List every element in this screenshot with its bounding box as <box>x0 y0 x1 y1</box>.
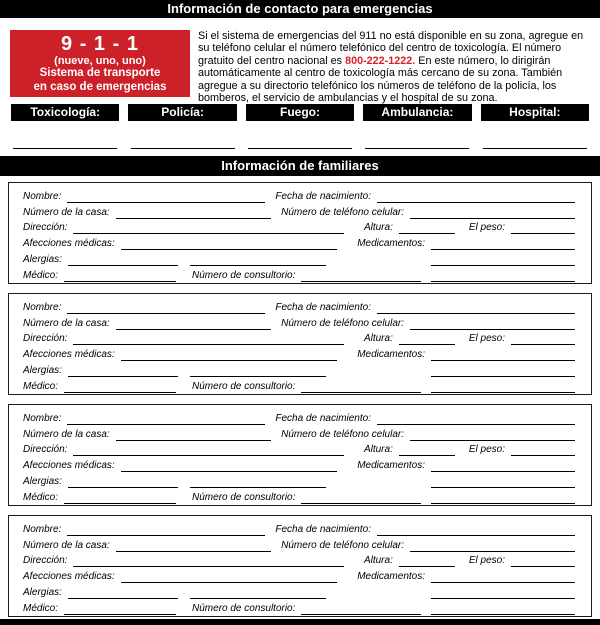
write-line-peso <box>511 444 575 456</box>
nine-one-one-words: (nueve, uno, uno) <box>54 55 146 67</box>
member-row-doctor <box>23 488 575 504</box>
member-row-name-dob <box>23 409 575 425</box>
field-label-numero-casa: Número de la casa: <box>23 539 110 551</box>
write-line-alergias-2 <box>190 254 326 266</box>
family-member-card <box>8 182 592 284</box>
field-label-peso: El peso: <box>468 333 505 345</box>
contact-cell-ambulancia <box>363 104 471 149</box>
field-label-afecciones: Afecciones médicas: <box>23 571 115 583</box>
field-label-medico: Médico: <box>23 602 59 614</box>
write-line-numero-casa <box>116 318 271 330</box>
field-label-medico: Médico: <box>23 380 59 392</box>
field-label-alergias: Alergias: <box>23 364 62 376</box>
member-row-address-height-weight <box>23 441 575 457</box>
write-line-nombre <box>67 413 265 425</box>
field-label-medico: Médico: <box>23 491 59 503</box>
write-line-telefono-celular <box>410 207 575 219</box>
contact-write-line-policia <box>131 148 235 149</box>
poison-center-phone-number: 800-222-1222. <box>345 54 416 67</box>
contact-label-policia: Policía: <box>128 104 236 121</box>
write-line-direccion <box>73 555 343 567</box>
field-label-altura: Altura: <box>363 333 393 345</box>
member-row-conditions-medications <box>23 456 575 472</box>
field-label-medico: Médico: <box>23 269 59 281</box>
member-row-allergies <box>23 472 575 488</box>
field-label-direccion: Dirección: <box>23 555 68 567</box>
write-line-peso <box>511 333 575 345</box>
write-line-afecciones <box>121 460 337 472</box>
field-label-direccion: Dirección: <box>23 222 68 234</box>
write-line-altura <box>399 555 455 567</box>
emergency-intro-section <box>0 30 600 104</box>
write-line-fecha-nacimiento <box>377 413 575 425</box>
field-label-telefono-celular: Número de teléfono celular: <box>281 428 404 440</box>
family-members-list <box>0 176 600 617</box>
field-label-direccion: Dirección: <box>23 444 68 456</box>
write-line-alergias-1 <box>68 365 178 377</box>
write-line-medicamentos <box>431 349 575 361</box>
emergency-instructions <box>198 30 590 104</box>
write-line-consultorio <box>301 492 421 504</box>
member-row-name-dob <box>23 298 575 314</box>
field-label-telefono-celular: Número de teléfono celular: <box>281 206 404 218</box>
member-row-allergies <box>23 250 575 266</box>
write-line-alergias-1 <box>68 587 178 599</box>
instructions-text-before: Si el sistema de emergencias del 911 no está disponible en su zona, agregue en su teléfono celular el número telefónico del centro de toxicología. El número gratuito del centro nacional es <box>198 30 584 67</box>
write-line-medicamentos <box>431 460 575 472</box>
write-line-alergias-1 <box>68 476 178 488</box>
field-label-nombre: Nombre: <box>23 190 62 202</box>
contact-cell-hospital <box>481 104 589 149</box>
write-line-medicamentos-cont-1 <box>431 476 575 488</box>
field-label-consultorio: Número de consultorio: <box>192 269 296 281</box>
write-line-consultorio <box>301 603 421 615</box>
transport-system-line1: Sistema de transporte <box>39 67 161 79</box>
write-line-afecciones <box>121 238 337 250</box>
write-line-afecciones <box>121 571 337 583</box>
field-label-nombre: Nombre: <box>23 412 62 424</box>
member-row-allergies <box>23 583 575 599</box>
member-row-phones <box>23 425 575 441</box>
write-line-fecha-nacimiento <box>377 191 575 203</box>
write-line-medicamentos-cont-2 <box>431 492 575 504</box>
field-label-peso: El peso: <box>468 555 505 567</box>
field-label-nombre: Nombre: <box>23 523 62 535</box>
contact-write-line-hospital <box>483 148 587 149</box>
member-row-address-height-weight <box>23 219 575 235</box>
write-line-medicamentos-cont-2 <box>431 381 575 393</box>
contact-write-line-toxicologia <box>13 148 117 149</box>
emergency-contacts-row <box>11 104 589 149</box>
write-line-nombre <box>67 524 265 536</box>
write-line-direccion <box>73 222 343 234</box>
field-label-altura: Altura: <box>363 222 393 234</box>
field-label-consultorio: Número de consultorio: <box>192 491 296 503</box>
write-line-direccion <box>73 444 343 456</box>
member-row-allergies <box>23 361 575 377</box>
contact-cell-policia <box>128 104 236 149</box>
write-line-consultorio <box>301 270 421 282</box>
field-label-consultorio: Número de consultorio: <box>192 602 296 614</box>
contact-cell-toxicologia <box>11 104 119 149</box>
write-line-alergias-1 <box>68 254 178 266</box>
field-label-numero-casa: Número de la casa: <box>23 206 110 218</box>
family-member-card <box>8 293 592 395</box>
field-label-peso: El peso: <box>468 222 505 234</box>
write-line-medico <box>64 270 176 282</box>
write-line-medico <box>64 603 176 615</box>
field-label-medicamentos: Medicamentos: <box>357 238 425 250</box>
field-label-afecciones: Afecciones médicas: <box>23 238 115 250</box>
nine-one-one-box <box>10 30 190 97</box>
field-label-numero-casa: Número de la casa: <box>23 317 110 329</box>
write-line-medicamentos-cont-2 <box>431 270 575 282</box>
transport-system-line2: en caso de emergencias <box>33 80 167 93</box>
write-line-consultorio <box>301 381 421 393</box>
field-label-fecha-nacimiento: Fecha de nacimiento: <box>275 190 371 202</box>
write-line-telefono-celular <box>410 429 575 441</box>
field-label-alergias: Alergias: <box>23 475 62 487</box>
field-label-medicamentos: Medicamentos: <box>357 349 425 361</box>
write-line-peso <box>511 555 575 567</box>
contact-label-fuego: Fuego: <box>246 104 354 121</box>
field-label-consultorio: Número de consultorio: <box>192 380 296 392</box>
section-header-family-title: Información de familiares <box>221 158 379 173</box>
field-label-afecciones: Afecciones médicas: <box>23 460 115 472</box>
write-line-altura <box>399 333 455 345</box>
field-label-medicamentos: Medicamentos: <box>357 460 425 472</box>
contact-write-line-fuego <box>248 148 352 149</box>
write-line-fecha-nacimiento <box>377 524 575 536</box>
member-row-conditions-medications <box>23 567 575 583</box>
member-row-name-dob <box>23 187 575 203</box>
field-label-fecha-nacimiento: Fecha de nacimiento: <box>275 412 371 424</box>
member-row-conditions-medications <box>23 234 575 250</box>
write-line-medicamentos-cont-2 <box>431 603 575 615</box>
field-label-telefono-celular: Número de teléfono celular: <box>281 539 404 551</box>
member-row-doctor <box>23 599 575 615</box>
field-label-telefono-celular: Número de teléfono celular: <box>281 317 404 329</box>
contact-label-ambulancia: Ambulancia: <box>363 104 471 121</box>
section-header-emergency <box>0 0 600 18</box>
field-label-direccion: Dirección: <box>23 333 68 345</box>
write-line-telefono-celular <box>410 318 575 330</box>
write-line-medicamentos <box>431 571 575 583</box>
field-label-medicamentos: Medicamentos: <box>357 571 425 583</box>
contact-label-hospital: Hospital: <box>481 104 589 121</box>
write-line-alergias-2 <box>190 365 326 377</box>
write-line-direccion <box>73 333 343 345</box>
footer-bar <box>0 619 600 625</box>
family-member-card <box>8 404 592 506</box>
member-row-address-height-weight <box>23 330 575 346</box>
member-row-phones <box>23 536 575 552</box>
field-label-nombre: Nombre: <box>23 301 62 313</box>
write-line-altura <box>399 444 455 456</box>
member-row-conditions-medications <box>23 345 575 361</box>
write-line-nombre <box>67 191 265 203</box>
field-label-numero-casa: Número de la casa: <box>23 428 110 440</box>
write-line-medicamentos <box>431 238 575 250</box>
write-line-altura <box>399 222 455 234</box>
member-row-doctor <box>23 266 575 282</box>
write-line-numero-casa <box>116 207 271 219</box>
write-line-medicamentos-cont-1 <box>431 254 575 266</box>
write-line-medicamentos-cont-1 <box>431 365 575 377</box>
section-header-family <box>0 156 600 176</box>
write-line-alergias-2 <box>190 476 326 488</box>
write-line-medicamentos-cont-1 <box>431 587 575 599</box>
family-member-card <box>8 515 592 617</box>
field-label-altura: Altura: <box>363 444 393 456</box>
section-header-emergency-title: Información de contacto para emergencias <box>167 1 433 16</box>
write-line-alergias-2 <box>190 587 326 599</box>
write-line-nombre <box>67 302 265 314</box>
write-line-numero-casa <box>116 540 271 552</box>
instructions-text-after: En este número, lo dirigirán automáticamente al centro de toxicología más cercano de su zona. También agregue a su directorio telefónico los números de teléfono de la policía, los bomberos, el servicio de ambulancias y el hospital de su zona. <box>198 54 563 105</box>
member-row-address-height-weight <box>23 552 575 568</box>
field-label-fecha-nacimiento: Fecha de nacimiento: <box>275 523 371 535</box>
field-label-alergias: Alergias: <box>23 586 62 598</box>
member-row-phones <box>23 203 575 219</box>
write-line-afecciones <box>121 349 337 361</box>
write-line-numero-casa <box>116 429 271 441</box>
write-line-medico <box>64 492 176 504</box>
field-label-fecha-nacimiento: Fecha de nacimiento: <box>275 301 371 313</box>
contact-write-line-ambulancia <box>365 148 469 149</box>
write-line-fecha-nacimiento <box>377 302 575 314</box>
field-label-afecciones: Afecciones médicas: <box>23 349 115 361</box>
member-row-doctor <box>23 377 575 393</box>
field-label-alergias: Alergias: <box>23 253 62 265</box>
field-label-altura: Altura: <box>363 555 393 567</box>
contact-cell-fuego <box>246 104 354 149</box>
write-line-peso <box>511 222 575 234</box>
write-line-telefono-celular <box>410 540 575 552</box>
field-label-peso: El peso: <box>468 444 505 456</box>
contact-label-toxicologia: Toxicología: <box>11 104 119 121</box>
member-row-phones <box>23 314 575 330</box>
nine-one-one-number: 9 - 1 - 1 <box>61 33 139 55</box>
write-line-medico <box>64 381 176 393</box>
member-row-name-dob <box>23 520 575 536</box>
